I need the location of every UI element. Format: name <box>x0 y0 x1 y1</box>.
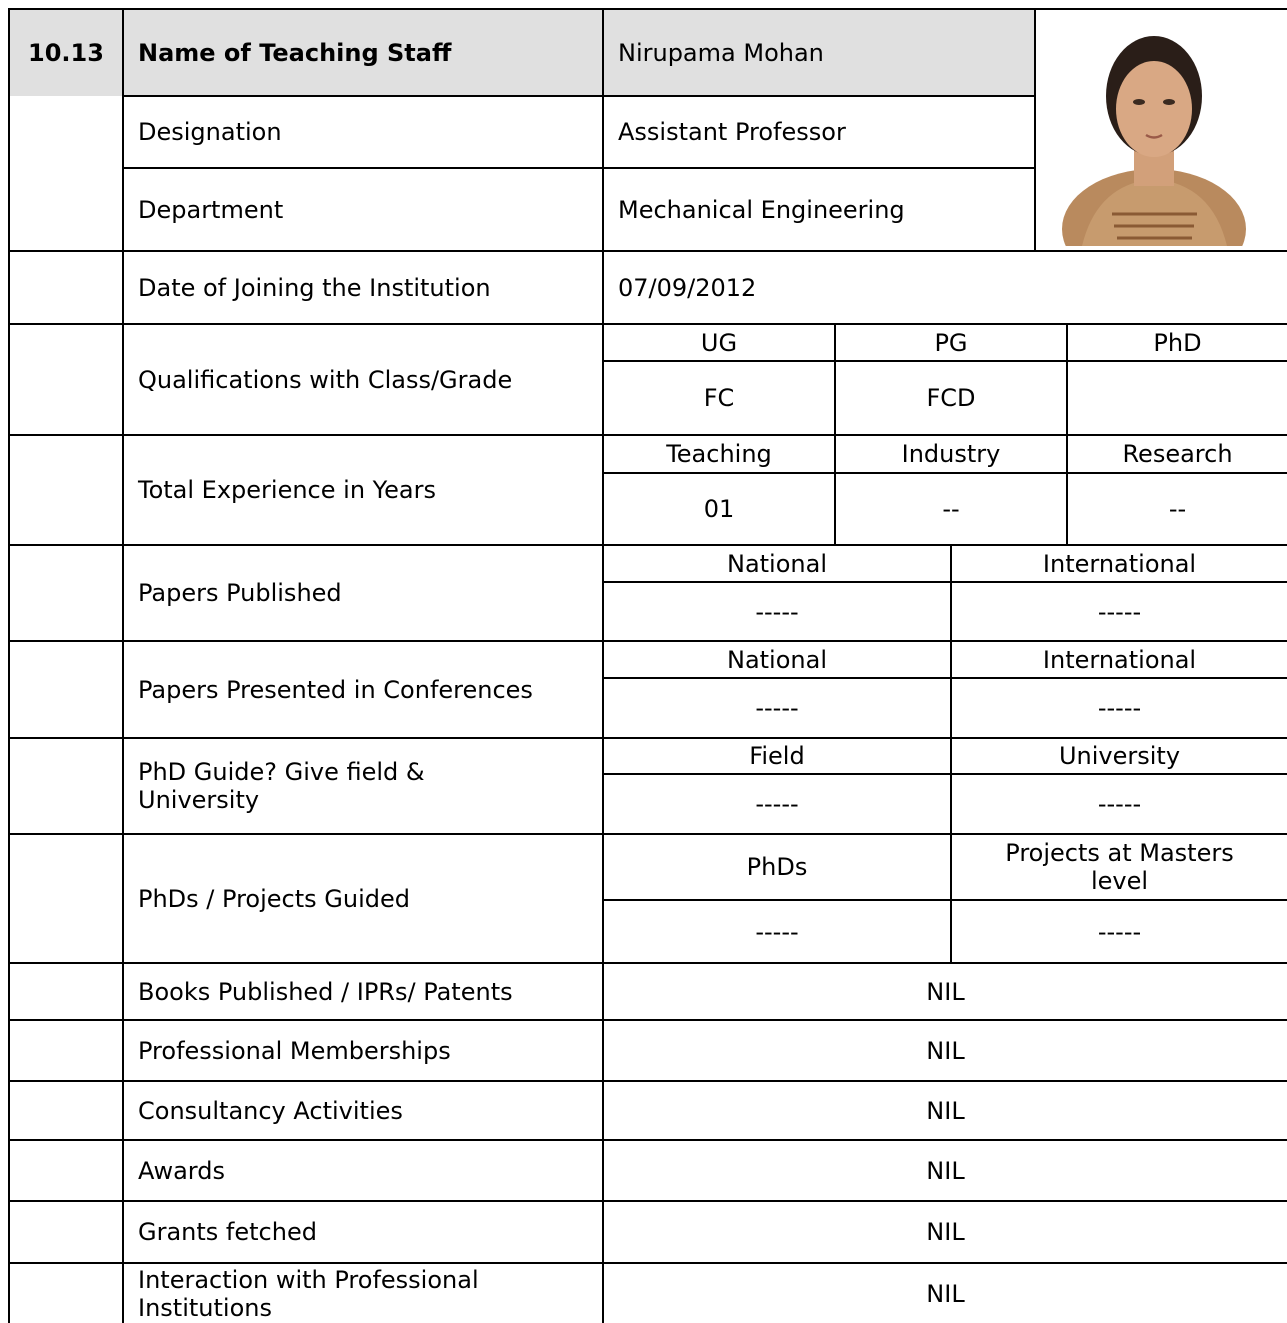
papers-published-header-national: National <box>726 549 827 578</box>
memberships-label: Professional Memberships <box>138 1036 451 1065</box>
column-divider <box>1034 8 1036 250</box>
phd-guide-university-value: ----- <box>1097 790 1142 818</box>
papers-presented-header-international: International <box>1042 645 1197 674</box>
grants-label: Grants fetched <box>138 1218 317 1246</box>
joining-value: 07/09/2012 <box>618 273 757 302</box>
consultancy-value: NIL <box>926 1096 965 1125</box>
papers-presented-national-value: ----- <box>755 694 799 722</box>
designation-label: Designation <box>138 118 282 146</box>
books-label: Books Published / IPRs/ Patents <box>138 977 513 1006</box>
papers-published-label: Papers Published <box>138 579 342 607</box>
grants-value: NIL <box>926 1218 965 1246</box>
qualification-header-ug: UG <box>700 328 738 357</box>
staff-photo <box>1042 14 1274 246</box>
phd-guide-label <box>124 739 602 833</box>
qualification-header-pg: PG <box>934 328 968 357</box>
papers-published-header-international: International <box>1042 549 1197 578</box>
consultancy-label: Consultancy Activities <box>138 1096 403 1125</box>
experience-header-industry: Industry <box>901 440 1001 468</box>
papers-presented-header-national: National <box>726 645 827 674</box>
phd-guide-label-line1: PhD Guide? Give field & <box>138 758 425 786</box>
table-border-left <box>8 8 10 1323</box>
department-label: Department <box>138 195 284 224</box>
designation-value: Assistant Professor <box>618 118 846 146</box>
guided-label: PhDs / Projects Guided <box>138 884 410 913</box>
phd-guide-header-field: Field <box>749 742 805 770</box>
papers-published-international-value: ----- <box>1097 597 1142 626</box>
section-number: 10.13 <box>28 39 104 67</box>
papers-published-national-value: ----- <box>755 597 799 626</box>
department-value: Mechanical Engineering <box>618 195 905 224</box>
guided-masters-value: ----- <box>1097 917 1142 946</box>
interaction-label-line2: Institutions <box>138 1293 272 1322</box>
phd-guide-header-university: University <box>1058 742 1181 770</box>
staff-name: Nirupama Mohan <box>618 39 824 67</box>
experience-header-teaching: Teaching <box>666 440 772 468</box>
phd-guide-field-value: ----- <box>755 790 799 818</box>
guided-header-phds: PhDs <box>746 853 808 881</box>
experience-research-value: -- <box>1168 495 1187 523</box>
qualifications-label: Qualifications with Class/Grade <box>138 365 513 394</box>
guided-header-masters-line1: Projects at Masters <box>1005 839 1234 867</box>
books-value: NIL <box>926 977 965 1006</box>
guided-header-masters <box>952 835 1287 899</box>
memberships-value: NIL <box>926 1036 965 1065</box>
experience-header-research: Research <box>1122 440 1233 468</box>
guided-header-masters-line2: level <box>1090 867 1149 895</box>
interaction-label <box>124 1264 602 1323</box>
phd-guide-label-line2: University <box>138 786 260 814</box>
awards-value: NIL <box>926 1156 965 1185</box>
qualification-pg-value: FCD <box>926 384 976 412</box>
qualification-ug-value: FC <box>703 384 735 412</box>
papers-presented-label: Papers Presented in Conferences <box>138 675 533 704</box>
interaction-value: NIL <box>926 1279 965 1308</box>
guided-phds-value: ----- <box>755 917 799 946</box>
joining-label: Date of Joining the Institution <box>138 273 491 302</box>
experience-teaching-value: 01 <box>703 495 735 523</box>
papers-presented-international-value: ----- <box>1097 694 1142 722</box>
experience-label: Total Experience in Years <box>138 476 436 504</box>
qualification-phd-value <box>1068 362 1287 434</box>
qualification-header-phd: PhD <box>1153 328 1202 357</box>
awards-label: Awards <box>138 1156 225 1185</box>
name-label: Name of Teaching Staff <box>138 39 452 67</box>
experience-industry-value: -- <box>942 495 960 523</box>
interaction-label-line1: Interaction with Professional <box>138 1265 479 1294</box>
